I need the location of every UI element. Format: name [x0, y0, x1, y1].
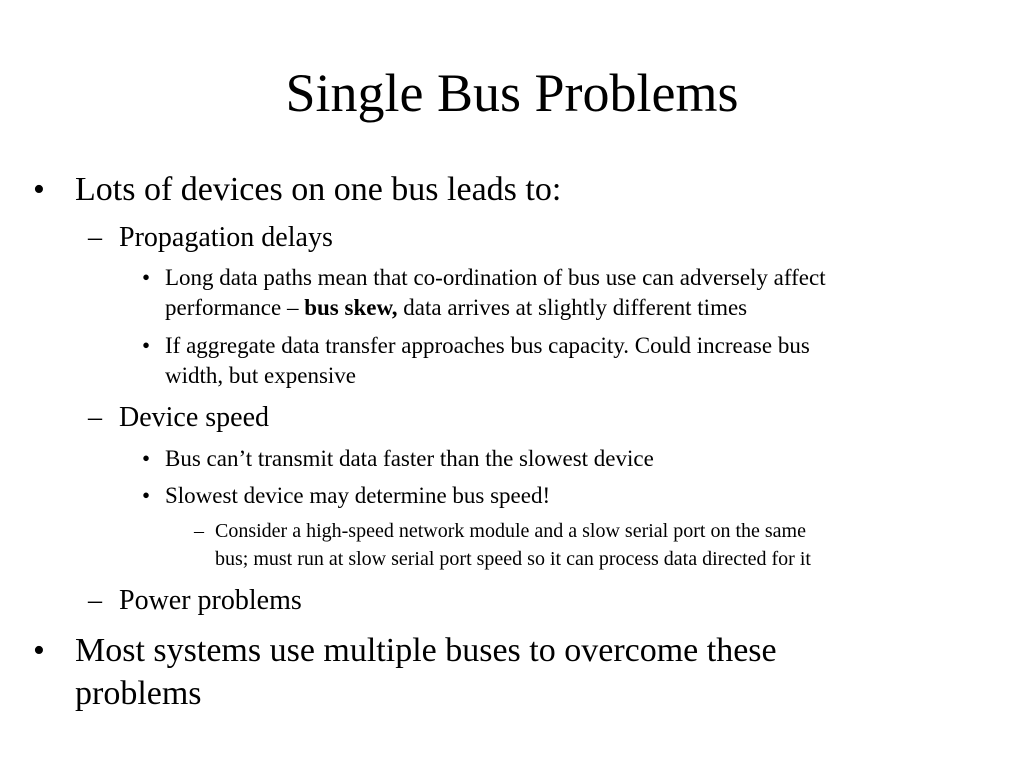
slide-title: Single Bus Problems [285, 63, 739, 123]
bullet-marker: • [33, 171, 45, 208]
sub-bullet-power-problems: Power problems [119, 585, 302, 616]
dash-marker: – [88, 585, 102, 616]
bullet-cant-transmit: Bus can’t transmit data faster than the slowest device [165, 446, 654, 471]
bullet-aggregate-transfer-line1: If aggregate data transfer approaches bus capacity. Could increase bus [165, 333, 810, 358]
bullet-marker: • [142, 446, 151, 471]
bullet-multiple-buses-line2: problems [75, 675, 202, 712]
bullet-marker: • [33, 632, 45, 669]
bullet-slowest-device: Slowest device may determine bus speed! [165, 483, 551, 508]
sub-bullet-consider-line1: Consider a high-speed network module and a slow serial port on the same [215, 520, 806, 542]
bullet-multiple-buses-line1: Most systems use multiple buses to overcome these [75, 632, 777, 669]
performance-text: performance – [165, 295, 305, 320]
bullet-marker: • [142, 333, 151, 358]
dash-marker: – [88, 222, 102, 253]
bullet-long-data-paths-line2 [165, 293, 747, 323]
bullet-marker: • [142, 265, 151, 290]
data-arrives-text: data arrives at slightly different times [397, 295, 748, 320]
bus-skew-term: bus skew, [304, 295, 398, 320]
sub-bullet-device-speed: Device speed [119, 402, 270, 433]
bullet-aggregate-transfer-line2: width, but expensive [165, 363, 356, 388]
sub-bullet-consider-line2: bus; must run at slow serial port speed so it can process data directed for it [215, 548, 811, 570]
dash-marker: – [88, 402, 102, 433]
bullet-devices-on-bus: Lots of devices on one bus leads to: [75, 171, 562, 208]
bullet-marker: • [142, 483, 151, 508]
bullet-long-data-paths-line1: Long data paths mean that co-ordination of bus use can adversely affect [165, 265, 826, 290]
sub-bullet-propagation-delays: Propagation delays [119, 222, 333, 253]
dash-marker: – [194, 520, 204, 542]
